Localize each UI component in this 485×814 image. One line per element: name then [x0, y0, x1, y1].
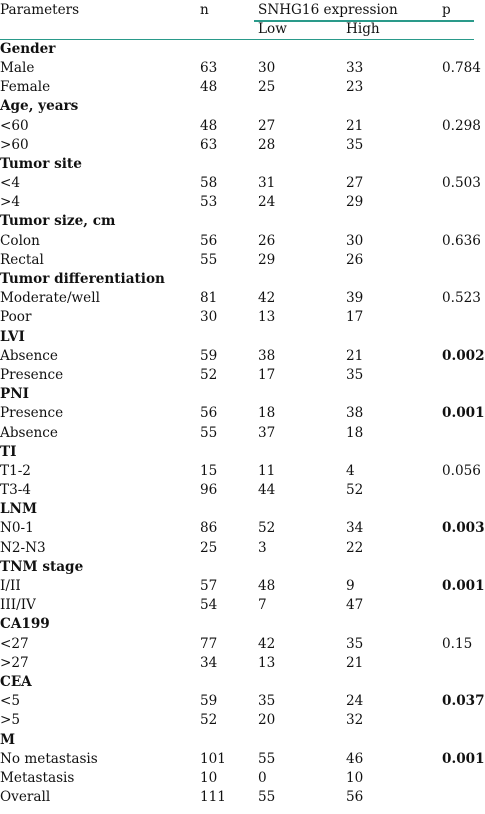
table-row: [0, 539, 474, 558]
table-row: [0, 462, 481, 481]
overall-n: 111: [200, 789, 226, 806]
group-label: Age, years: [0, 98, 79, 115]
row-high: 21: [346, 347, 364, 364]
table-row: [0, 308, 474, 327]
group-header-row: [0, 155, 474, 174]
row-name: Absence: [0, 347, 58, 364]
table-row: [0, 366, 474, 385]
row-high: 26: [346, 251, 364, 268]
group-header-row: [0, 40, 474, 59]
row-name: >27: [0, 654, 29, 671]
row-high: 32: [346, 712, 364, 729]
group-label: TNM stage: [0, 558, 84, 575]
group-header-row: [0, 212, 474, 231]
row-name: <27: [0, 635, 29, 652]
row-high: 18: [346, 424, 364, 441]
table-row: [0, 424, 474, 443]
row-name: Poor: [0, 309, 32, 326]
row-n: 55: [200, 424, 218, 441]
row-low: 27: [258, 117, 276, 134]
group-header-row: [0, 500, 474, 519]
row-high: 47: [346, 597, 364, 614]
group-label: PNI: [0, 386, 30, 403]
row-low: 0: [258, 769, 267, 786]
group-label: CEA: [0, 673, 32, 690]
row-n: 58: [200, 175, 218, 192]
row-low: 48: [258, 578, 276, 595]
row-low: 25: [258, 79, 276, 96]
row-p-value: 0.523: [442, 290, 481, 307]
subheader-row: [0, 20, 474, 40]
row-low: 18: [258, 405, 276, 422]
row-low: 13: [258, 654, 276, 671]
row-name: No metastasis: [0, 750, 98, 767]
row-high: 21: [346, 654, 364, 671]
header-expression: SNHG16 expression: [258, 2, 398, 18]
table-row: [0, 117, 481, 136]
group-label: Tumor site: [0, 155, 82, 172]
row-name: >4: [0, 194, 21, 211]
group-label: TI: [0, 443, 17, 460]
group-header-row: [0, 97, 474, 116]
row-n: 48: [200, 79, 218, 96]
group-label: CA199: [0, 616, 50, 633]
row-p-value: 0.001: [442, 578, 485, 595]
row-high: 22: [346, 539, 364, 556]
table-row: [0, 59, 481, 78]
row-n: 81: [200, 290, 218, 307]
row-n: 55: [200, 251, 218, 268]
row-n: 56: [200, 405, 218, 422]
group-label: Gender: [0, 40, 56, 57]
row-low: 52: [258, 520, 276, 537]
row-high: 4: [346, 462, 355, 479]
table-row: [0, 481, 474, 500]
row-low: 13: [258, 309, 276, 326]
row-name: Rectal: [0, 251, 44, 268]
row-p-value: 0.003: [442, 520, 485, 537]
row-low: 38: [258, 347, 276, 364]
row-low: 31: [258, 175, 276, 192]
row-name: Metastasis: [0, 769, 75, 786]
table-row: [0, 519, 485, 538]
header-p: p: [442, 2, 451, 18]
row-name: <60: [0, 117, 29, 134]
row-low: 44: [258, 482, 276, 499]
table-row: [0, 289, 481, 308]
header-high: High: [346, 21, 380, 37]
row-high: 21: [346, 117, 364, 134]
group-header-row: [0, 731, 474, 750]
row-p-value: 0.001: [442, 750, 485, 767]
row-low: 30: [258, 59, 276, 76]
table-row: [0, 635, 474, 654]
table-row: [0, 404, 485, 423]
row-n: 77: [200, 635, 218, 652]
row-low: 24: [258, 194, 276, 211]
row-n: 86: [200, 520, 218, 537]
header-low: Low: [258, 21, 287, 37]
row-low: 11: [258, 462, 276, 479]
row-n: 34: [200, 654, 218, 671]
row-n: 15: [200, 462, 218, 479]
table-row: [0, 711, 474, 730]
row-name: <5: [0, 693, 21, 710]
row-name: I/II: [0, 578, 21, 595]
overall-name: Overall: [0, 789, 51, 806]
table-row: [0, 193, 474, 212]
row-high: 38: [346, 405, 364, 422]
row-low: 26: [258, 232, 276, 249]
row-name: Absence: [0, 424, 58, 441]
row-low: 42: [258, 635, 276, 652]
row-p-value: 0.503: [442, 175, 481, 192]
group-label: LVI: [0, 328, 25, 345]
row-name: Presence: [0, 366, 64, 383]
row-high: 23: [346, 79, 364, 96]
group-header-row: [0, 328, 474, 347]
row-low: 7: [258, 597, 267, 614]
table-row: [0, 596, 474, 615]
group-label: Tumor differentiation: [0, 271, 165, 288]
row-n: 52: [200, 712, 218, 729]
table-row: [0, 654, 474, 673]
row-p-value: 0.037: [442, 693, 485, 710]
row-low: 20: [258, 712, 276, 729]
table-row: [0, 750, 485, 769]
header-row: [0, 0, 474, 20]
row-n: 30: [200, 309, 218, 326]
group-label: LNM: [0, 501, 38, 518]
row-high: 24: [346, 693, 364, 710]
row-n: 10: [200, 769, 218, 786]
row-name: >5: [0, 712, 21, 729]
table-row: [0, 577, 485, 596]
header-parameters: Parameters: [0, 2, 80, 18]
row-name: T3-4: [0, 482, 31, 499]
group-label: M: [0, 731, 16, 748]
row-name: Presence: [0, 405, 64, 422]
row-high: 17: [346, 309, 364, 326]
group-header-row: [0, 615, 474, 634]
row-n: 54: [200, 597, 218, 614]
table-row: [0, 251, 474, 270]
row-high: 10: [346, 769, 364, 786]
row-p-value: 0.002: [442, 347, 485, 364]
row-low: 17: [258, 366, 276, 383]
row-n: 59: [200, 693, 218, 710]
row-high: 39: [346, 290, 364, 307]
table-row: [0, 232, 481, 251]
row-p-value: 0.056: [442, 462, 481, 479]
row-low: 29: [258, 251, 276, 268]
row-n: 56: [200, 232, 218, 249]
row-high: 9: [346, 578, 355, 595]
row-high: 27: [346, 175, 364, 192]
row-high: 33: [346, 59, 364, 76]
row-n: 25: [200, 539, 218, 556]
row-name: Male: [0, 59, 35, 76]
row-low: 37: [258, 424, 276, 441]
table-row: [0, 136, 474, 155]
table-row: [0, 769, 474, 788]
overall-low: 55: [258, 789, 276, 806]
row-low: 35: [258, 693, 276, 710]
row-n: 57: [200, 578, 218, 595]
row-name: >60: [0, 136, 29, 153]
table-row: [0, 347, 485, 366]
row-p-value: 0.15: [442, 635, 473, 652]
row-n: 101: [200, 750, 226, 767]
row-high: 30: [346, 232, 364, 249]
table-row: [0, 78, 474, 97]
row-name: Female: [0, 79, 51, 96]
row-n: 48: [200, 117, 218, 134]
row-name: <4: [0, 175, 21, 192]
row-high: 35: [346, 366, 364, 383]
row-high: 52: [346, 482, 364, 499]
row-n: 63: [200, 59, 218, 76]
row-name: Moderate/well: [0, 290, 100, 307]
group-header-row: [0, 443, 474, 462]
row-high: 34: [346, 520, 364, 537]
row-name: Colon: [0, 232, 40, 249]
overall-high: 56: [346, 789, 364, 806]
row-low: 3: [258, 539, 267, 556]
row-n: 63: [200, 136, 218, 153]
row-high: 35: [346, 136, 364, 153]
group-header-row: [0, 270, 474, 289]
row-low: 55: [258, 750, 276, 767]
group-label: Tumor size, cm: [0, 213, 116, 230]
row-p-value: 0.298: [442, 117, 481, 134]
overall-row: [0, 788, 474, 807]
header-n: n: [200, 2, 209, 18]
group-header-row: [0, 558, 474, 577]
row-p-value: 0.001: [442, 405, 485, 422]
row-high: 29: [346, 194, 364, 211]
row-name: N2-N3: [0, 539, 46, 556]
row-low: 42: [258, 290, 276, 307]
table-row: [0, 692, 485, 711]
row-n: 53: [200, 194, 218, 211]
group-header-row: [0, 385, 474, 404]
row-name: III/IV: [0, 597, 36, 614]
row-p-value: 0.784: [442, 59, 481, 76]
table-row: [0, 174, 481, 193]
row-high: 35: [346, 635, 364, 652]
table-body: [0, 40, 485, 808]
row-name: T1-2: [0, 462, 31, 479]
row-n: 52: [200, 366, 218, 383]
row-low: 28: [258, 136, 276, 153]
row-p-value: 0.636: [442, 232, 481, 249]
row-n: 96: [200, 482, 218, 499]
group-header-row: [0, 673, 474, 692]
row-name: N0-1: [0, 520, 34, 537]
row-high: 46: [346, 750, 364, 767]
row-n: 59: [200, 347, 218, 364]
